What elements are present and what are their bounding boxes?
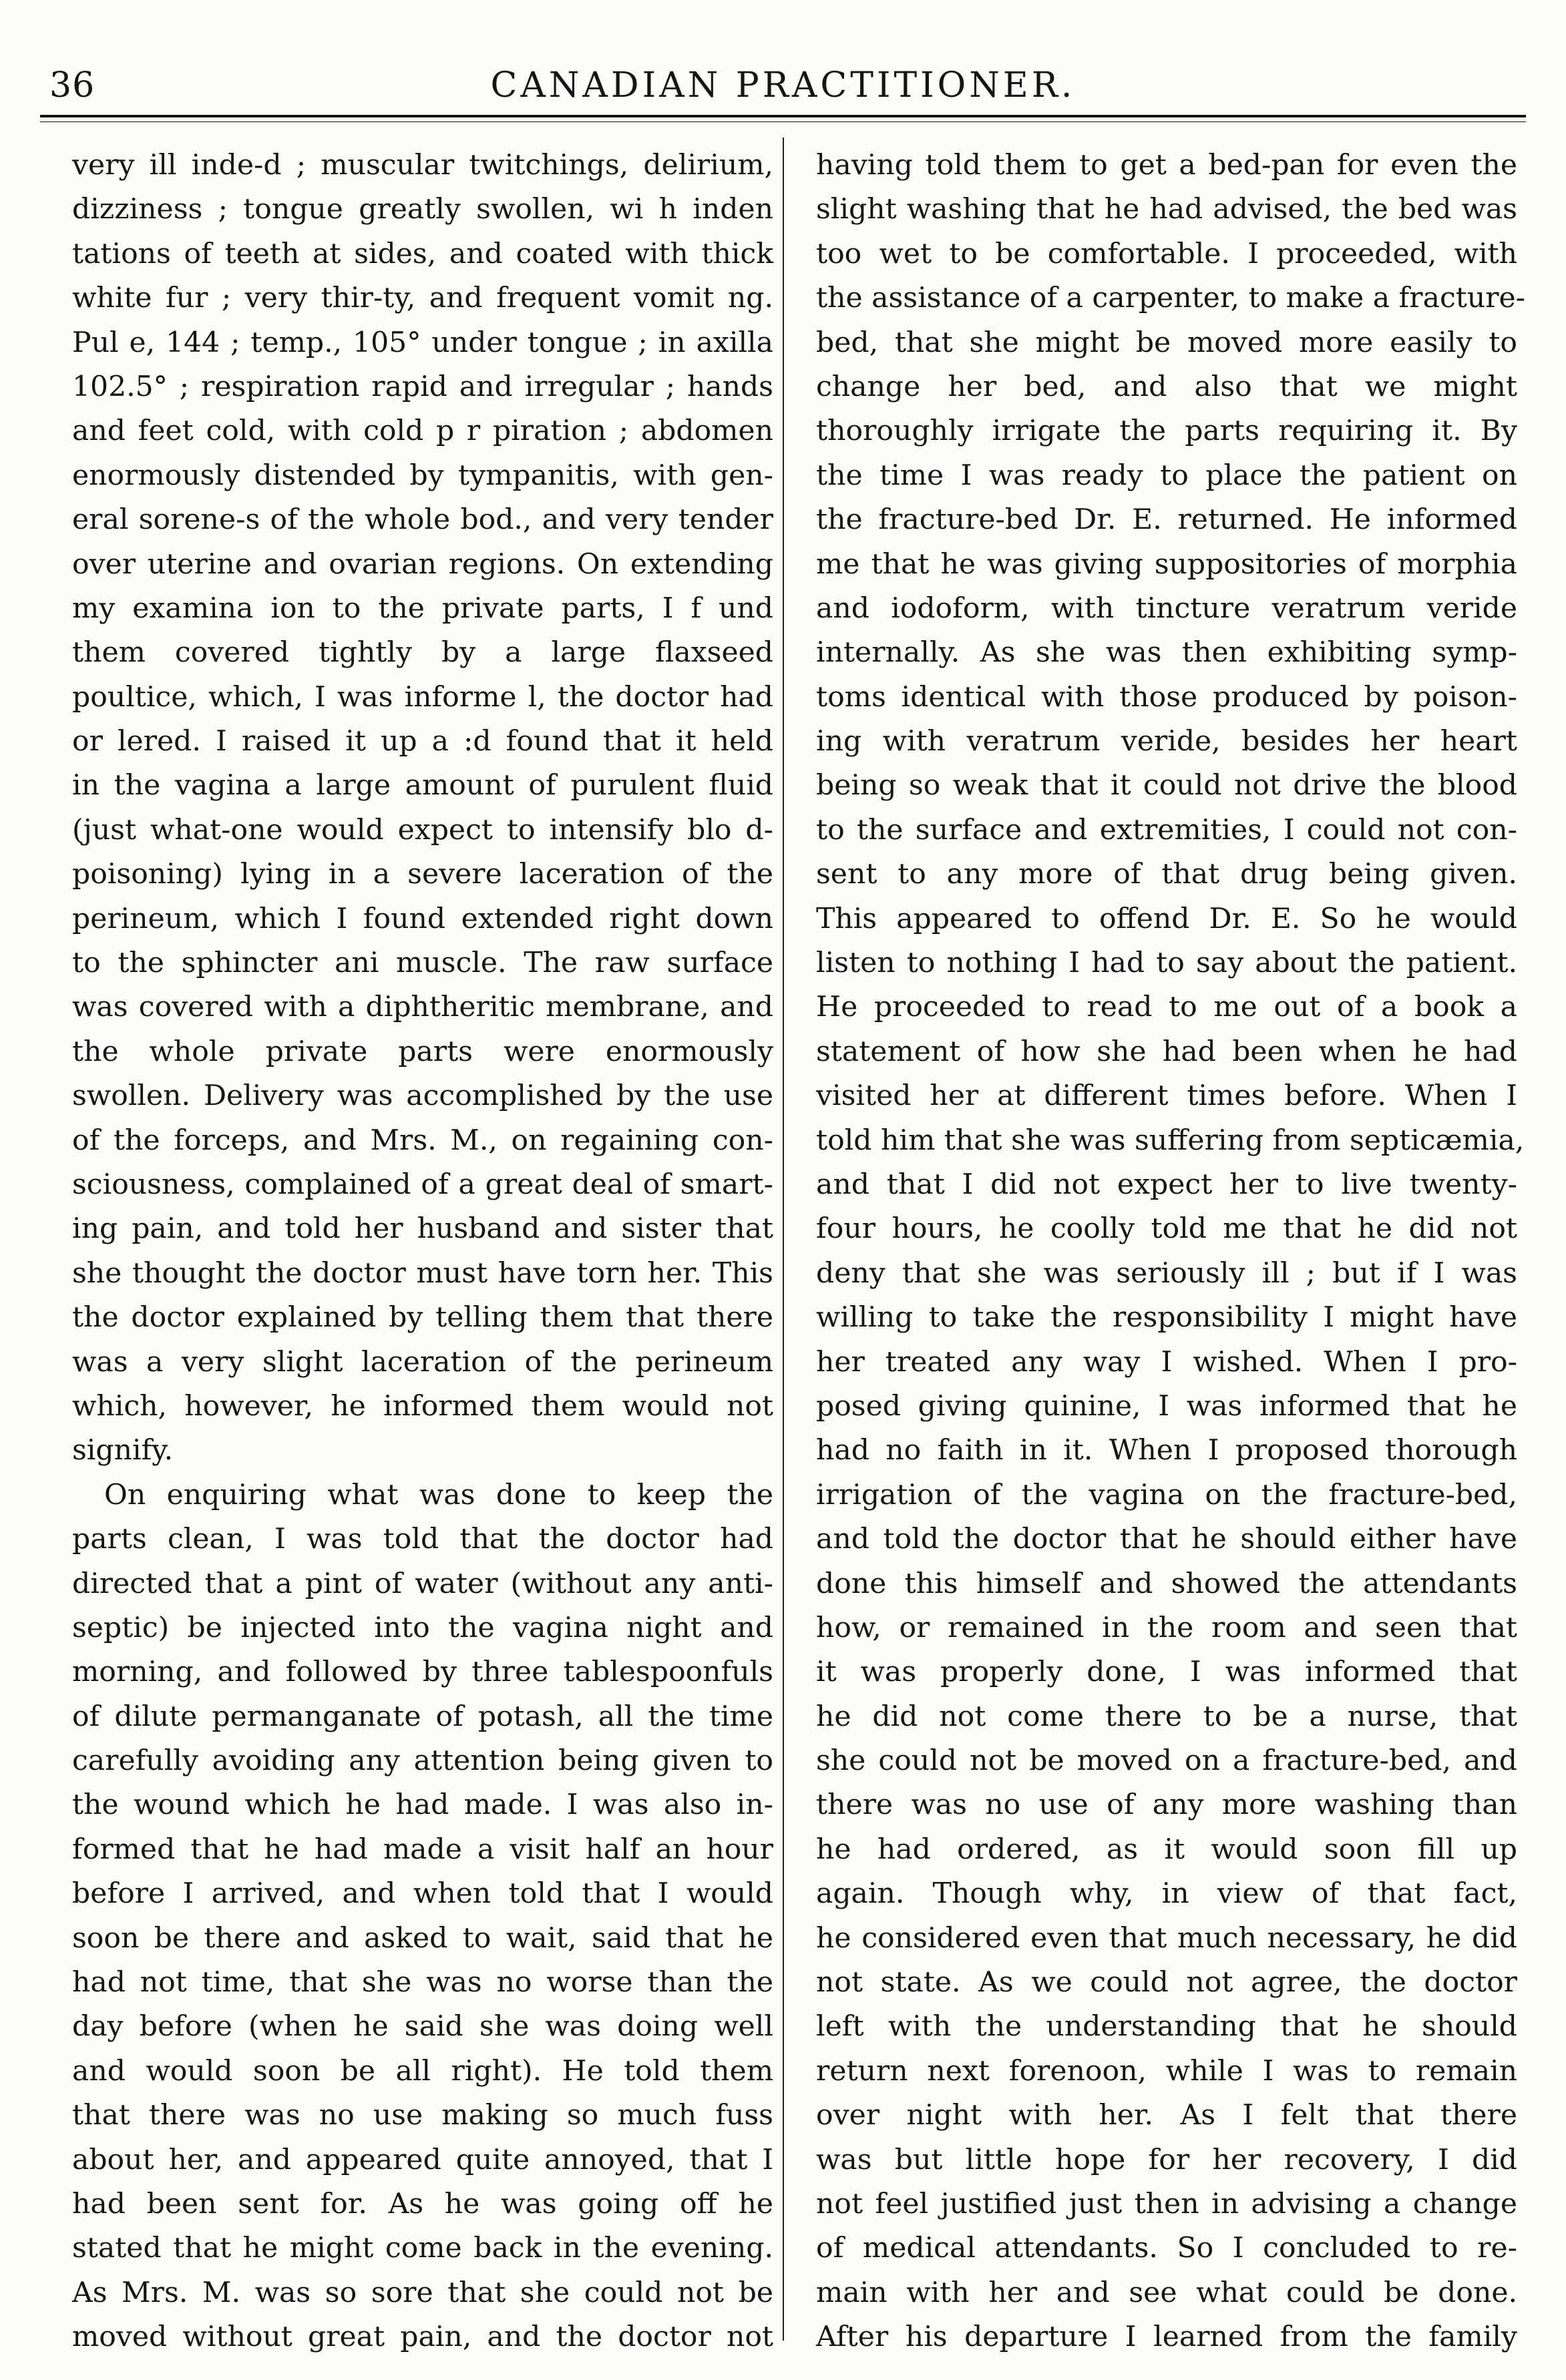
text-line: formed that he had made a visit half an hour bbox=[72, 1833, 773, 1866]
header-rule-thick bbox=[40, 115, 1526, 117]
text-line: 102.5° ; respiration rapid and irregular ; hands bbox=[72, 370, 773, 403]
text-line: directed that a pint of water (without any anti- bbox=[72, 1567, 773, 1600]
text-line: septic) be injected into the vagina night and bbox=[72, 1611, 773, 1644]
text-line: (just what-one would expect to intensify blo d- bbox=[72, 813, 773, 847]
text-line: in the vagina a large amount of purulent fluid bbox=[72, 769, 773, 802]
text-line: not feel justified just then in advising a change bbox=[816, 2187, 1517, 2220]
text-line: parts clean, I was told that the doctor had bbox=[72, 1523, 773, 1556]
text-line: them covered tightly by a large flaxseed bbox=[72, 636, 773, 670]
text-line: of dilute permanganate of potash, all the time bbox=[72, 1700, 773, 1733]
left-column bbox=[72, 144, 773, 2360]
text-line: not state. As we could not agree, the doctor bbox=[816, 1966, 1517, 1999]
text-line: how, or remained in the room and seen that bbox=[816, 1611, 1517, 1644]
text-line: left with the understanding that he should bbox=[816, 2010, 1517, 2044]
text-line: being so weak that it could not drive the blood bbox=[816, 769, 1517, 802]
text-line: which, however, he informed them would not bbox=[72, 1389, 773, 1423]
column-divider bbox=[783, 138, 784, 2341]
text-line: slight washing that he had advised, the bed was bbox=[816, 193, 1517, 226]
text-line: sciousness, complained of a great deal of smart- bbox=[72, 1168, 773, 1201]
text-line: done this himself and showed the attendants bbox=[816, 1567, 1517, 1600]
text-line: she could not be moved on a fracture-bed, and bbox=[816, 1744, 1517, 1778]
text-line: my examina ion to the private parts, I f und bbox=[72, 591, 773, 625]
text-line: soon be there and asked to wait, said that he bbox=[72, 1921, 773, 1955]
text-line: having told them to get a bed-pan for even the bbox=[816, 149, 1517, 182]
text-line: and would soon be all right). He told them bbox=[72, 2054, 773, 2088]
text-line: internally. As she was then exhibiting symp- bbox=[816, 636, 1517, 670]
text-line: about her, and appeared quite annoyed, that I bbox=[72, 2143, 773, 2176]
right-column bbox=[816, 144, 1526, 2360]
text-line: the time I was ready to place the patient on bbox=[816, 459, 1517, 492]
text-line: perineum, which I found extended right down bbox=[72, 902, 773, 935]
text-line: too wet to be comfortable. I proceeded, with bbox=[816, 237, 1517, 270]
text-line: thoroughly irrigate the parts requiring it. By bbox=[816, 415, 1517, 448]
text-line: and iodoform, with tincture veratrum veride bbox=[816, 591, 1517, 625]
text-line: dizziness ; tongue greatly swollen, wi h inden bbox=[72, 193, 773, 226]
text-line: had not time, that she was no worse than the bbox=[72, 1966, 773, 1999]
text-line: ing pain, and told her husband and sister that bbox=[72, 1212, 773, 1246]
text-line: the assistance of a carpenter, to make a fracture- bbox=[816, 282, 1526, 315]
text-line: that there was no use making so much fuss bbox=[72, 2099, 773, 2132]
text-line: had no faith in it. When I proposed thorough bbox=[816, 1434, 1517, 1467]
text-line: moved without great pain, and the doctor not bbox=[72, 2321, 773, 2354]
page-header bbox=[40, 39, 1526, 126]
running-title: CANADIAN PRACTITIONER. bbox=[490, 65, 1076, 105]
text-line: deny that she was seriously ill ; but if I was bbox=[816, 1256, 1517, 1290]
text-line: had been sent for. As he was going off he bbox=[72, 2187, 773, 2220]
text-line: to the sphincter ani muscle. The raw surface bbox=[72, 947, 773, 980]
text-line: ing with veratrum veride, besides her heart bbox=[816, 725, 1517, 758]
page-number: 36 bbox=[49, 65, 95, 105]
text-line: and feet cold, with cold p r piration ; abdomen bbox=[72, 415, 773, 448]
text-line: day before (when he said she was doing well bbox=[72, 2010, 773, 2044]
text-line: change her bed, and also that we might bbox=[816, 370, 1517, 403]
text-line: of the forceps, and Mrs. M., on regaining con- bbox=[72, 1124, 773, 1157]
text-line: tations of teeth at sides, and coated with thick bbox=[72, 237, 773, 270]
text-line: morning, and followed by three tablespoonfuls bbox=[72, 1656, 773, 1689]
text-line: very ill inde-d ; muscular twitchings, delirium, bbox=[72, 149, 773, 182]
text-line: posed giving quinine, I was informed that he bbox=[816, 1389, 1517, 1423]
text-line: was a very slight laceration of the perineum bbox=[72, 1345, 773, 1379]
text-line: statement of how she had been when he had bbox=[816, 1035, 1517, 1068]
text-line: return next forenoon, while I was to remain bbox=[816, 2054, 1517, 2088]
text-line: the doctor explained by telling them that there bbox=[72, 1301, 773, 1335]
text-line: me that he was giving suppositories of morphia bbox=[816, 547, 1517, 581]
text-line: before I arrived, and when told that I would bbox=[72, 1877, 773, 1911]
text-line: over night with her. As I felt that there bbox=[816, 2099, 1517, 2132]
text-line: listen to nothing I had to say about the patient. bbox=[816, 947, 1517, 980]
text-line: This appeared to offend Dr. E. So he would bbox=[816, 902, 1517, 935]
text-line: four hours, he coolly told me that he did not bbox=[816, 1212, 1517, 1246]
text-line: stated that he might come back in the evening. bbox=[72, 2232, 773, 2265]
text-line: poisoning) lying in a severe laceration of the bbox=[72, 858, 773, 891]
text-line: the fracture-bed Dr. E. returned. He informed bbox=[816, 503, 1517, 537]
text-line: of medical attendants. So I concluded to re- bbox=[816, 2232, 1517, 2265]
text-line: On enquiring what was done to keep the bbox=[104, 1478, 773, 1511]
text-line: or lered. I raised it up a :d found that it held bbox=[72, 725, 773, 758]
text-line: sent to any more of that drug being given. bbox=[816, 858, 1517, 891]
text-line: swollen. Delivery was accomplished by the use bbox=[72, 1080, 773, 1113]
text-line: was covered with a diphtheritic membrane, and bbox=[72, 991, 773, 1024]
text-line: he had ordered, as it would soon fill up bbox=[816, 1833, 1517, 1866]
text-line: he did not come there to be a nurse, that bbox=[816, 1700, 1517, 1733]
text-line: bed, that she might be moved more easily to bbox=[816, 326, 1517, 359]
text-line: Pul e, 144 ; temp., 105° under tongue ; in axilla bbox=[72, 326, 773, 359]
text-line: he considered even that much necessary, he did bbox=[816, 1921, 1517, 1955]
text-line: over uterine and ovarian regions. On extending bbox=[72, 547, 773, 581]
text-line: irrigation of the vagina on the fracture-bed, bbox=[816, 1478, 1517, 1511]
text-line: the wound which he had made. I was also in- bbox=[72, 1789, 773, 1822]
text-line: white fur ; very thir-ty, and frequent vomit ng. bbox=[72, 282, 773, 315]
text-line: visited her at different times before. When I bbox=[816, 1080, 1517, 1113]
text-line: willing to take the responsibility I might have bbox=[816, 1301, 1517, 1335]
text-line: and told the doctor that he should either have bbox=[816, 1523, 1517, 1556]
text-line: told him that she was suffering from septicæmia, bbox=[816, 1124, 1525, 1157]
text-line: her treated any way I wished. When I pro- bbox=[816, 1345, 1517, 1379]
text-line: it was properly done, I was informed that bbox=[816, 1656, 1517, 1689]
text-line: poultice, which, I was informe l, the doctor had bbox=[72, 680, 773, 714]
text-line: eral sorene-s of the whole bod., and very tender bbox=[72, 503, 773, 537]
text-line: He proceeded to read to me out of a book a bbox=[816, 991, 1517, 1024]
text-line: and that I did not expect her to live twenty- bbox=[816, 1168, 1517, 1201]
text-line: the whole private parts were enormously bbox=[72, 1035, 773, 1068]
text-line: main with her and see what could be done. bbox=[816, 2276, 1517, 2309]
text-line: carefully avoiding any attention being given to bbox=[72, 1744, 773, 1778]
text-line: enormously distended by tympanitis, with gen- bbox=[72, 459, 773, 492]
text-line: she thought the doctor must have torn her. This bbox=[72, 1256, 773, 1290]
text-line: signify. bbox=[72, 1434, 174, 1467]
text-line: again. Though why, in view of that fact, bbox=[816, 1877, 1517, 1911]
text-line: there was no use of any more washing than bbox=[816, 1789, 1517, 1822]
text-line: After his departure I learned from the family bbox=[816, 2321, 1517, 2354]
text-line: toms identical with those produced by poison- bbox=[816, 680, 1517, 714]
text-line: was but little hope for her recovery, I did bbox=[816, 2143, 1517, 2176]
text-line: to the surface and extremities, I could not con- bbox=[816, 813, 1517, 847]
text-line: As Mrs. M. was so sore that she could not be bbox=[72, 2276, 773, 2309]
